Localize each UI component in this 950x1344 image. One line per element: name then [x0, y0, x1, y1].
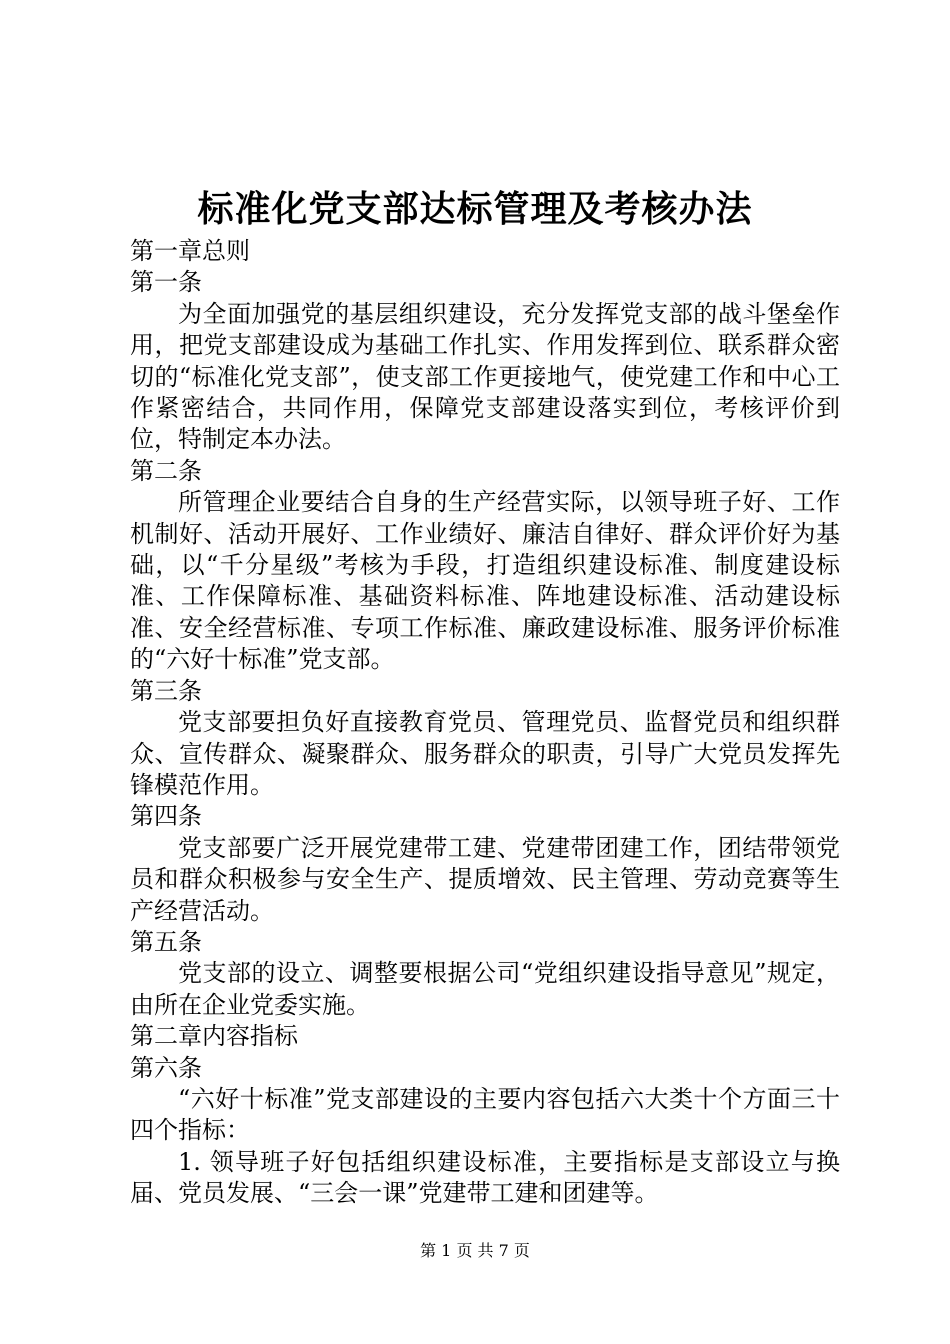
- page-number-footer: 第 1 页 共 7 页: [420, 1241, 530, 1260]
- article-paragraph: 为全面加强党的基层组织建设，充分发挥党支部的战斗堡垒作用，把党支部建设成为基础工作扎实、作用发挥到位、联系群众密切的“标准化党支部”，使支部工作更接地气，使党建工作和中心工作紧密结合，共同作用，保障党支部建设落实到位，考核评价到位，特制定本办法。: [130, 299, 840, 454]
- document-title: 标准化党支部达标管理及考核办法: [197, 188, 753, 230]
- article-paragraph: 党支部要担负好直接教育党员、管理党员、监督党员和组织群众、宣传群众、凝聚群众、服务群众的职责，引导广大党员发挥先锋模范作用。: [130, 708, 840, 799]
- article-paragraph: 所管理企业要结合自身的生产经营实际，以领导班子好、工作机制好、活动开展好、工作业绩好、廉洁自律好、群众评价好为基础，以“千分星级”考核为手段，打造组织建设标准、制度建设标准、工作保障标准、基础资料标准、阵地建设标准、活动建设标准、安全经营标准、专项工作标准、廉政建设标准、服务评价标准的“六好十标准”党支部。: [130, 488, 840, 674]
- chapter-heading: 第二章内容指标: [130, 1022, 298, 1051]
- article-heading: 第二条: [130, 456, 202, 485]
- article-heading: 第五条: [130, 927, 202, 956]
- article-paragraph: “六好十标准”党支部建设的主要内容包括六大类十个方面三十四个指标：: [130, 1084, 840, 1145]
- article-heading: 第三条: [130, 676, 202, 705]
- article-paragraph: 党支部要广泛开展党建带工建、党建带团建工作，团结带领党员和群众积极参与安全生产、提质增效、民主管理、劳动竞赛等生产经营活动。: [130, 833, 840, 925]
- article-heading: 第四条: [130, 802, 202, 831]
- article-heading: 第六条: [130, 1053, 202, 1082]
- chapter-heading: 第一章总则: [130, 237, 250, 265]
- document-body: [130, 236, 840, 1210]
- article-heading: 第一条: [130, 268, 202, 297]
- article-paragraph: 党支部的设立、调整要根据公司“党组织建设指导意见”规定，由所在企业党委实施。: [130, 959, 840, 1019]
- list-item-paragraph: 1. 领导班子好包括组织建设标准，主要指标是支部设立与换届、党员发展、“三会一课”党建带工建和团建等。: [130, 1147, 840, 1208]
